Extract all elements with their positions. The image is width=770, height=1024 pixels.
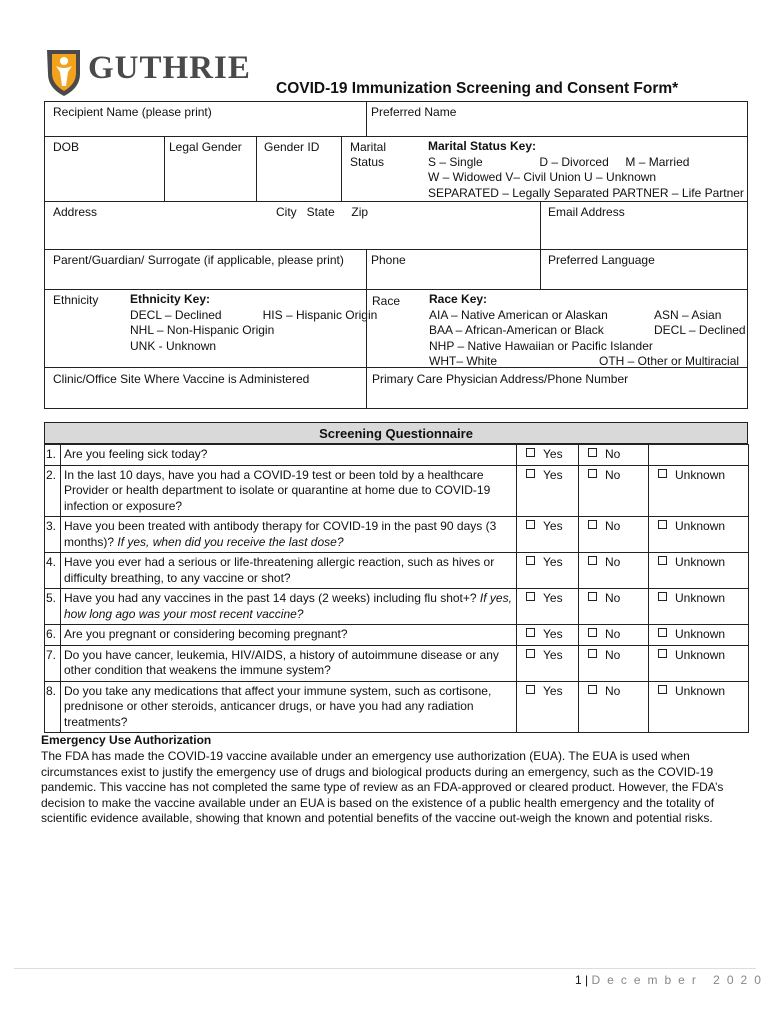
- ethnicity-key-nhl: NHL – Non-Hispanic Origin: [130, 323, 275, 337]
- yes-checkbox[interactable]: [517, 517, 579, 553]
- no-checkbox[interactable]: [579, 645, 649, 681]
- race-key: [429, 292, 744, 370]
- option-label: Unknown: [675, 683, 726, 698]
- guardian-label: Parent/Guardian/ Surrogate (if applicable, please print): [53, 253, 344, 267]
- question-row: [45, 681, 749, 733]
- question-row: [45, 625, 749, 646]
- option-label: Yes: [543, 591, 563, 605]
- recipient-info-grid: [44, 101, 748, 409]
- question-text-main: Are you pregnant or considering becoming pregnant?: [64, 627, 348, 641]
- ethnicity-field[interactable]: [45, 290, 378, 368]
- question-number: 4.: [45, 553, 61, 589]
- question-text: [61, 681, 517, 733]
- question-row: [45, 517, 749, 553]
- unknown-checkbox[interactable]: [649, 465, 749, 517]
- race-key-asn: ASN – Asian: [654, 307, 722, 322]
- question-text-main: Have you ever had a serious or life-threatening allergic reaction, such as hives or difficulty breathing, to any vaccine or shot?: [64, 555, 495, 585]
- marital-key-line-3: SEPARATED – Legally Separated PARTNER – Life Partner: [428, 185, 744, 200]
- unknown-checkbox[interactable]: [649, 589, 749, 625]
- no-checkbox[interactable]: [579, 589, 649, 625]
- option-label: No: [605, 519, 621, 533]
- question-text-main: Have you been treated with antibody therapy for COVID-19 in the past 90 days (3 months)?: [64, 519, 497, 549]
- dob-label: DOB: [53, 140, 80, 154]
- race-key-baa: BAA – African-American or Black: [429, 323, 604, 337]
- checkbox-icon[interactable]: [526, 469, 535, 478]
- option-label: No: [605, 467, 621, 482]
- option-label: Yes: [543, 467, 563, 482]
- checkbox-icon[interactable]: [526, 592, 535, 601]
- question-number: 1.: [45, 445, 61, 466]
- checkbox-icon[interactable]: [658, 556, 667, 565]
- pcp-label: Primary Care Physician Address/Phone Number: [372, 372, 629, 386]
- phone-label: Phone: [371, 253, 406, 267]
- question-number: 6.: [45, 625, 61, 646]
- footer-separator: |: [581, 973, 592, 987]
- marital-key-line-1: S – Single D – Divorced M – Married: [428, 154, 690, 169]
- question-row: [45, 465, 749, 517]
- yes-checkbox[interactable]: [517, 589, 579, 625]
- question-text: [61, 517, 517, 553]
- marital-status-field[interactable]: [342, 137, 747, 202]
- checkbox-icon[interactable]: [588, 469, 597, 478]
- unknown-checkbox[interactable]: [649, 553, 749, 589]
- question-text-main: Are you feeling sick today?: [64, 447, 208, 461]
- unknown-checkbox[interactable]: [649, 625, 749, 646]
- marital-status-label-1: Marital: [350, 140, 387, 154]
- recipient-name-label: Recipient Name (please print): [53, 105, 212, 119]
- question-row: [45, 553, 749, 589]
- checkbox-icon[interactable]: [658, 469, 667, 478]
- option-label: Unknown: [675, 519, 726, 533]
- question-number: 8.: [45, 681, 61, 733]
- checkbox-icon[interactable]: [658, 649, 667, 658]
- question-text-main: Do you take any medications that affect your immune system, such as cortisone, prednisone or other steroids, anticancer drugs, or have you had any radiation treatments?: [64, 683, 492, 729]
- checkbox-icon[interactable]: [588, 520, 597, 529]
- yes-checkbox[interactable]: [517, 465, 579, 517]
- checkbox-icon[interactable]: [526, 448, 535, 457]
- checkbox-icon[interactable]: [658, 628, 667, 637]
- guthrie-logo: [44, 46, 251, 98]
- option-label: Yes: [543, 447, 563, 461]
- question-row: [45, 645, 749, 681]
- marital-status-label-2: Status: [350, 155, 385, 169]
- option-label: No: [605, 627, 621, 641]
- checkbox-icon[interactable]: [526, 628, 535, 637]
- option-label: Unknown: [675, 647, 726, 662]
- unknown-checkbox[interactable]: [649, 517, 749, 553]
- legal-gender-field[interactable]: [165, 137, 257, 202]
- question-followup: If yes, how long ago was your most recent vaccine?: [64, 591, 512, 621]
- checkbox-icon[interactable]: [526, 520, 535, 529]
- checkbox-icon[interactable]: [526, 685, 535, 694]
- race-key-oth: OTH – Other or Multiracial: [599, 354, 740, 368]
- no-checkbox[interactable]: [579, 517, 649, 553]
- question-number: 3.: [45, 517, 61, 553]
- yes-checkbox[interactable]: [517, 553, 579, 589]
- email-label: Email Address: [548, 205, 625, 219]
- screening-title: Screening Questionnaire: [44, 422, 748, 444]
- screening-table: [44, 444, 749, 733]
- checkbox-icon[interactable]: [526, 649, 535, 658]
- checkbox-icon[interactable]: [588, 592, 597, 601]
- pcp-field[interactable]: [367, 368, 747, 408]
- no-checkbox[interactable]: [579, 681, 649, 733]
- yes-checkbox[interactable]: [517, 625, 579, 646]
- gender-id-field[interactable]: [257, 137, 342, 202]
- preferred-language-label: Preferred Language: [548, 253, 655, 267]
- yes-checkbox[interactable]: [517, 681, 579, 733]
- checkbox-icon[interactable]: [658, 520, 667, 529]
- eua-body: The FDA has made the COVID-19 vaccine available under an emergency use authorization (EUA). The EUA is used when circumstances exist to justify the emergency use of drugs and biological products during an emergency, such as the COVID-19 pandemic. This vaccine has not completed the same type of review as an FDA-approved or cleared product. However, the FDA’s decision to make the vaccine available under an EUA is based on the existence of a public health emergency and the totality of scientific evidence available, showing that known and potential benefits of the vaccine out-weigh the known and potential risks.: [41, 749, 724, 826]
- dob-field[interactable]: [45, 137, 165, 202]
- race-key-wht: WHT– White: [429, 354, 498, 368]
- race-label: Race: [372, 294, 401, 308]
- legal-gender-label: Legal Gender: [169, 140, 242, 154]
- question-number: 7.: [45, 645, 61, 681]
- race-field[interactable]: [367, 290, 747, 368]
- race-key-aia: AIA – Native American or Alaskan: [429, 307, 608, 322]
- option-label: Yes: [543, 647, 563, 662]
- screening-questionnaire: [44, 422, 748, 733]
- option-label: Unknown: [675, 467, 726, 482]
- question-text: [61, 589, 517, 625]
- question-text-main: In the last 10 days, have you had a COVID-19 test or been told by a healthcare Provider or health department to isolate or quarantine at home due to COVID-19 infection or exposure?: [64, 467, 491, 513]
- question-text-main: Have you had any vaccines in the past 14 days (2 weeks) including flu shot+?: [64, 591, 480, 605]
- gender-id-label: Gender ID: [264, 140, 320, 154]
- checkbox-icon[interactable]: [526, 556, 535, 565]
- question-row: [45, 445, 749, 466]
- no-checkbox[interactable]: [579, 553, 649, 589]
- ethnicity-key-unk: UNK - Unknown: [130, 338, 217, 353]
- question-text: [61, 465, 517, 517]
- question-row: [45, 589, 749, 625]
- email-field[interactable]: [541, 202, 747, 250]
- option-label: Yes: [543, 519, 563, 533]
- race-key-decl: DECL – Declined: [654, 323, 746, 337]
- clinic-site-field[interactable]: [45, 368, 367, 408]
- no-checkbox[interactable]: [579, 465, 649, 517]
- ethnicity-key-decl: DECL – Declined: [130, 307, 222, 322]
- preferred-language-field[interactable]: [541, 250, 747, 290]
- yes-checkbox[interactable]: [517, 445, 579, 466]
- question-followup: If yes, when did you receive the last dose?: [117, 534, 344, 549]
- option-label: No: [605, 683, 621, 698]
- city-state-zip-label: City State Zip: [276, 205, 369, 219]
- question-text: [61, 645, 517, 681]
- footer-divider: [14, 968, 756, 969]
- clinic-site-label: Clinic/Office Site Where Vaccine is Administered: [53, 372, 310, 386]
- ethnicity-key-title: Ethnicity Key:: [130, 292, 211, 306]
- guthrie-logo-icon: [44, 46, 84, 98]
- race-key-title: Race Key:: [429, 292, 488, 306]
- preferred-name-label: Preferred Name: [371, 105, 457, 119]
- option-label: No: [605, 555, 621, 569]
- checkbox-icon[interactable]: [658, 592, 667, 601]
- no-checkbox[interactable]: [579, 445, 649, 466]
- question-text-main: Do you have cancer, leukemia, HIV/AIDS, a history of autoimmune disease or any other condition that weakens the immune system?: [64, 647, 499, 677]
- phone-field[interactable]: [367, 250, 541, 290]
- recipient-name-field[interactable]: [45, 102, 367, 137]
- footer-date: December 2020: [591, 973, 768, 987]
- page-footer: [575, 973, 768, 987]
- question-number: 5.: [45, 589, 61, 625]
- option-label: Yes: [543, 683, 563, 698]
- option-label: Yes: [543, 627, 563, 641]
- question-text: [61, 445, 517, 466]
- marital-key-line-2: W – Widowed V– Civil Union U – Unknown: [428, 170, 657, 184]
- option-label: No: [605, 647, 621, 662]
- eua-title: Emergency Use Authorization: [41, 733, 212, 747]
- ethnicity-key-his: HIS – Hispanic Origin: [262, 307, 378, 322]
- option-label: Yes: [543, 555, 563, 569]
- question-number: 2.: [45, 465, 61, 517]
- question-text: [61, 625, 517, 646]
- marital-key-title: Marital Status Key:: [428, 139, 537, 153]
- option-label: No: [605, 591, 621, 605]
- ethnicity-key: [130, 292, 377, 354]
- checkbox-icon[interactable]: [588, 556, 597, 565]
- option-label: No: [605, 447, 621, 461]
- unknown-checkbox[interactable]: [649, 681, 749, 733]
- option-label: Unknown: [675, 591, 726, 605]
- checkbox-icon[interactable]: [588, 628, 597, 637]
- empty-cell: [649, 445, 749, 466]
- option-label: Unknown: [675, 627, 726, 641]
- logo-text: GUTHRIE: [88, 50, 251, 86]
- form-title: COVID-19 Immunization Screening and Consent Form*: [276, 80, 679, 97]
- checkbox-icon[interactable]: [588, 448, 597, 457]
- checkbox-icon[interactable]: [588, 649, 597, 658]
- checkbox-icon[interactable]: [658, 685, 667, 694]
- ethnicity-label: Ethnicity: [53, 293, 99, 307]
- yes-checkbox[interactable]: [517, 645, 579, 681]
- unknown-checkbox[interactable]: [649, 645, 749, 681]
- option-label: Unknown: [675, 555, 726, 569]
- marital-status-key: [428, 139, 744, 201]
- guardian-field[interactable]: [45, 250, 367, 290]
- checkbox-icon[interactable]: [588, 685, 597, 694]
- address-label: Address: [53, 205, 98, 219]
- question-text: [61, 553, 517, 589]
- race-key-nhp: NHP – Native Hawaiian or Pacific Islander: [429, 338, 653, 353]
- address-field[interactable]: [45, 202, 541, 250]
- no-checkbox[interactable]: [579, 625, 649, 646]
- page-number: 1: [575, 973, 582, 987]
- preferred-name-field[interactable]: [367, 102, 747, 137]
